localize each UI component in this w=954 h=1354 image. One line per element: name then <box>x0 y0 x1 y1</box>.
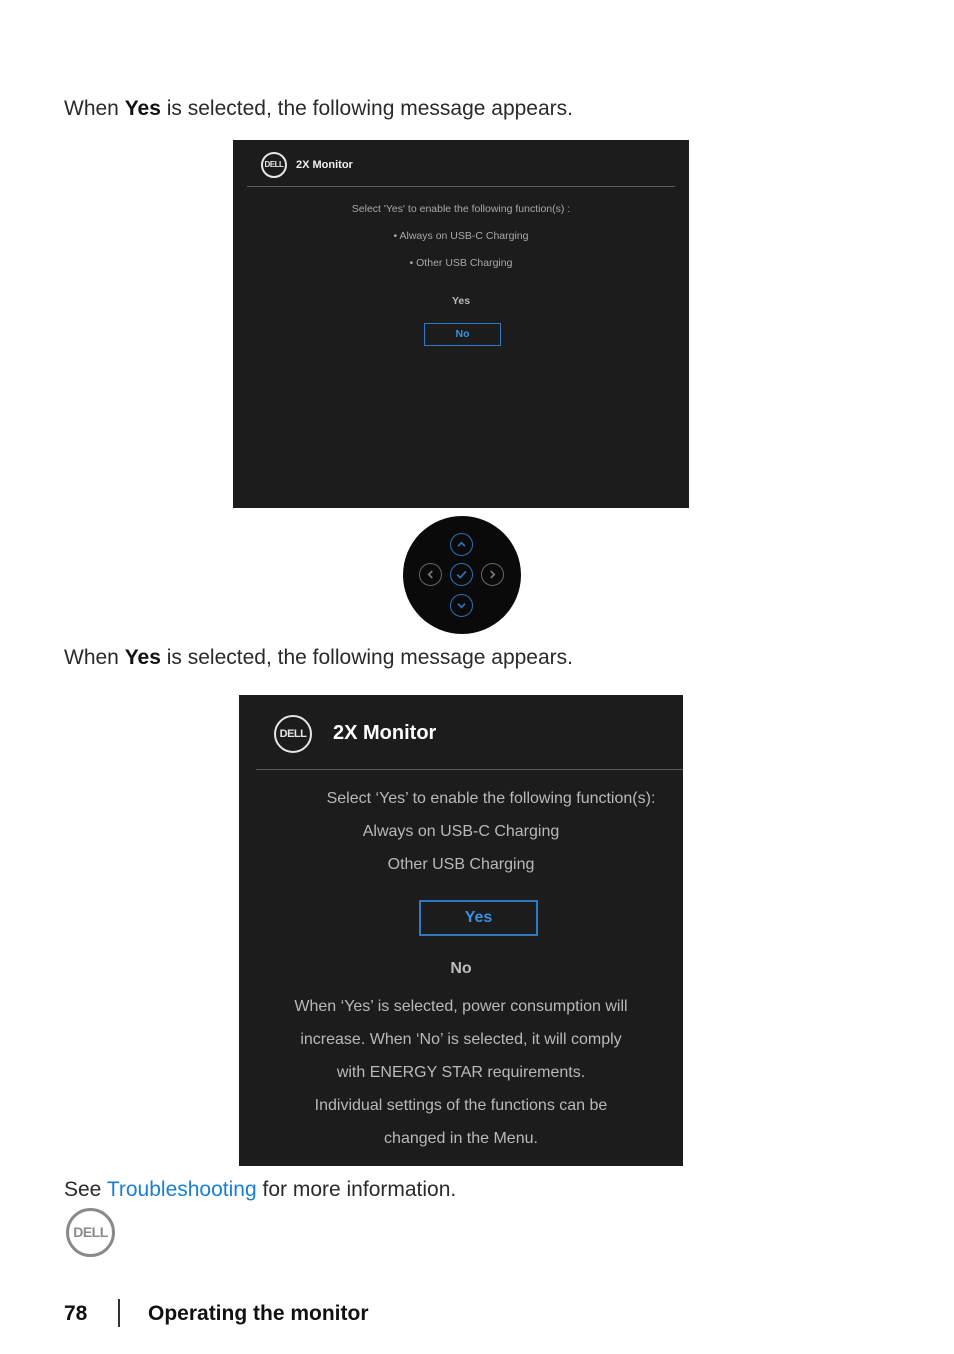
osd-prompt: Select 'Yes' to enable the following function(s) : <box>351 203 571 215</box>
footer-separator <box>118 1299 120 1327</box>
osd-note-line: changed in the Menu. <box>384 1130 538 1147</box>
osd-header <box>247 140 675 187</box>
joystick-control <box>403 516 521 634</box>
osd-item-usbc: • Always on USB-C Charging <box>393 230 529 242</box>
chevron-down-icon[interactable] <box>450 594 473 617</box>
osd-item-usb: Other USB Charging <box>387 856 535 873</box>
osd-yes-option[interactable]: Yes <box>451 295 471 307</box>
osd-header <box>256 695 683 770</box>
osd-no-option[interactable]: No <box>450 960 472 977</box>
osd-item-usbc: Always on USB-C Charging <box>362 823 560 840</box>
see-prefix: See <box>64 1178 107 1201</box>
osd-note-line: When ‘Yes’ is selected, power consumption will <box>294 998 628 1015</box>
osd-yes-button[interactable]: Yes <box>419 900 538 936</box>
intro-bold: Yes <box>124 97 161 120</box>
osd-prompt: Select ‘Yes’ to enable the following function(s): <box>326 790 656 807</box>
osd-title: 2X Monitor <box>296 159 353 171</box>
osd-screenshot-small <box>233 140 689 508</box>
see-paragraph <box>64 1179 456 1200</box>
osd-no-button[interactable]: No <box>424 323 501 346</box>
osd-note-line: with ENERGY STAR requirements. <box>336 1064 586 1081</box>
dell-logo-icon: DELL <box>274 715 312 753</box>
osd-note-line: increase. When ‘No’ is selected, it will comply <box>300 1031 622 1048</box>
intro-suffix: is selected, the following message appears. <box>160 97 573 120</box>
section-title: Operating the monitor <box>148 1302 369 1325</box>
intro-bold: Yes <box>124 646 161 669</box>
dell-logo-icon: DELL <box>261 152 287 178</box>
osd-title: 2X Monitor <box>333 722 437 744</box>
osd-note-line: Individual settings of the functions can be <box>314 1097 608 1114</box>
intro-paragraph-1 <box>64 98 573 119</box>
dell-logo-icon: DELL <box>66 1208 115 1257</box>
osd-screenshot-large <box>239 695 683 1166</box>
page-number: 78 <box>64 1302 88 1325</box>
osd-item-usb: • Other USB Charging <box>409 257 513 269</box>
check-icon[interactable] <box>450 563 473 586</box>
chevron-left-icon[interactable] <box>419 563 442 586</box>
intro-suffix: is selected, the following message appears. <box>160 646 573 669</box>
intro-paragraph-2 <box>64 647 573 668</box>
chevron-up-icon[interactable] <box>450 533 473 556</box>
intro-prefix: When <box>64 97 125 120</box>
intro-prefix: When <box>64 646 125 669</box>
chevron-right-icon[interactable] <box>481 563 504 586</box>
troubleshooting-link[interactable]: Troubleshooting <box>106 1178 257 1201</box>
see-suffix: for more information. <box>256 1178 457 1201</box>
